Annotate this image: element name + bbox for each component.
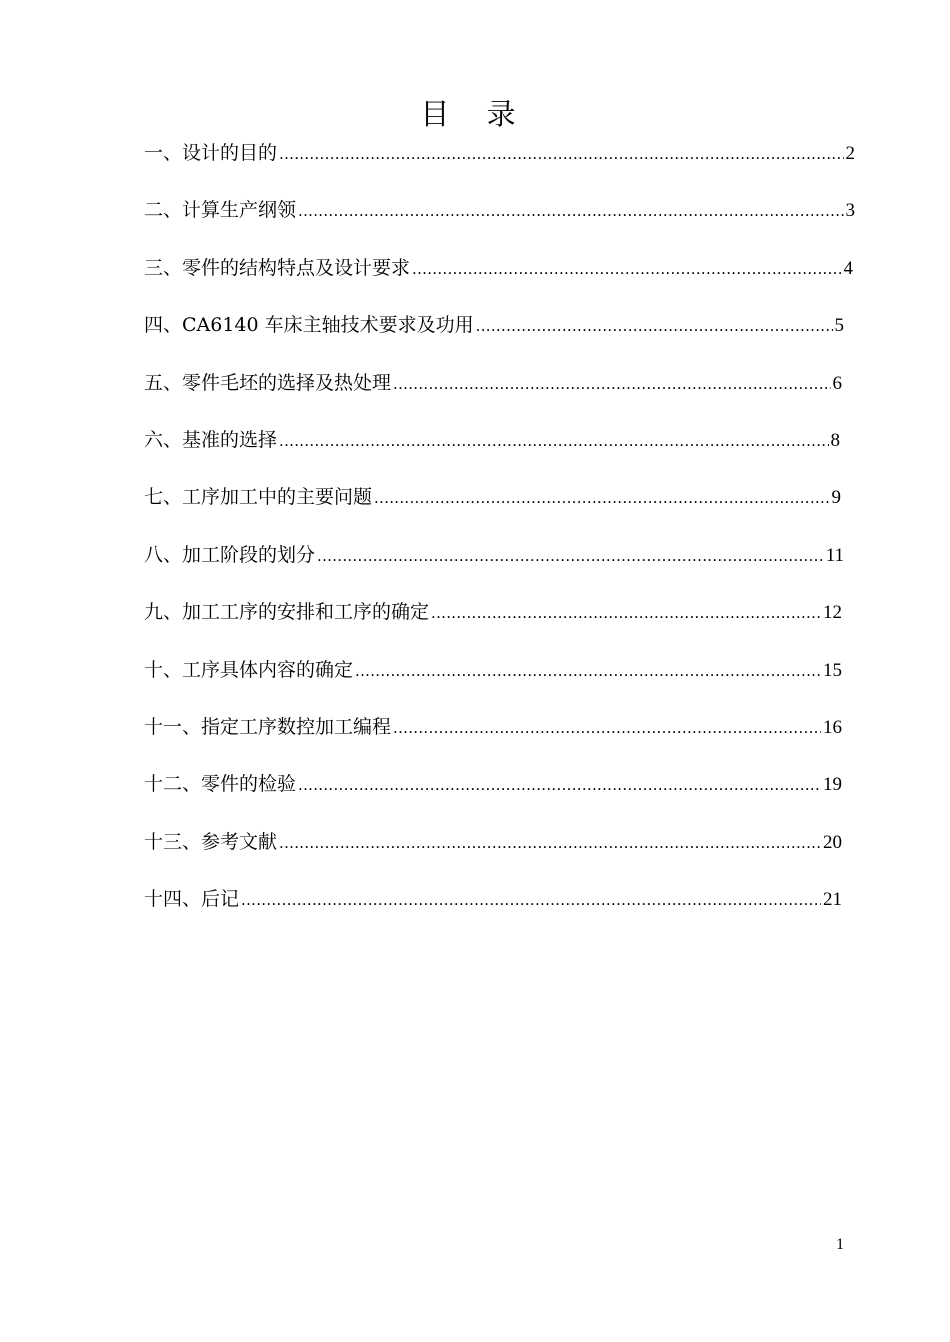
toc-entry-page: 5 bbox=[834, 315, 844, 337]
toc-leader-dots bbox=[431, 594, 821, 632]
toc-entry-label: 九、加工工序的安排和工序的确定 bbox=[144, 601, 430, 624]
toc-entry-8[interactable] bbox=[144, 536, 844, 593]
toc-entry-label: 八、加工阶段的划分 bbox=[144, 543, 316, 566]
toc-entry-4[interactable] bbox=[144, 306, 844, 363]
toc-leader-dots bbox=[241, 881, 821, 919]
toc-title: 目 录 bbox=[420, 97, 530, 131]
toc-leader-dots bbox=[412, 250, 841, 288]
toc-entry-9[interactable] bbox=[144, 593, 842, 650]
toc-entry-page: 3 bbox=[845, 200, 855, 222]
toc-entry-7[interactable] bbox=[144, 478, 841, 535]
toc-entry-label: 四、CA6140 车床主轴技术要求及功用 bbox=[144, 314, 474, 337]
toc-entry-label: 十三、参考文献 bbox=[144, 830, 278, 853]
toc-entry-page: 12 bbox=[823, 602, 842, 624]
toc-entry-label: 十二、零件的检验 bbox=[144, 773, 297, 796]
toc-leader-dots bbox=[393, 709, 821, 747]
toc-entry-page: 11 bbox=[825, 544, 844, 566]
toc-entry-label: 二、计算生产纲领 bbox=[144, 199, 297, 222]
toc-leader-dots bbox=[374, 479, 829, 517]
toc-entry-14[interactable] bbox=[144, 880, 842, 937]
toc-leader-dots bbox=[355, 652, 821, 690]
toc-leader-dots bbox=[476, 307, 833, 345]
toc-entry-10[interactable] bbox=[144, 651, 842, 708]
toc-entry-label: 五、零件毛坯的选择及热处理 bbox=[144, 371, 392, 394]
toc-entry-label: 六、基准的选择 bbox=[144, 428, 278, 451]
toc-leader-dots bbox=[279, 135, 843, 173]
toc-entry-11[interactable] bbox=[144, 708, 842, 765]
toc-leader-dots bbox=[298, 766, 821, 804]
toc-entry-label: 三、零件的结构特点及设计要求 bbox=[144, 256, 411, 279]
toc-entry-page: 8 bbox=[830, 429, 840, 451]
toc-entry-label: 十、工序具体内容的确定 bbox=[144, 658, 354, 681]
toc-leader-dots bbox=[317, 537, 824, 575]
toc-leader-dots bbox=[298, 192, 843, 230]
toc-entry-page: 19 bbox=[823, 774, 842, 796]
toc-entry-3[interactable] bbox=[144, 249, 853, 306]
toc-entry-1[interactable] bbox=[144, 134, 855, 191]
toc-leader-dots bbox=[279, 824, 821, 862]
toc-entry-page: 9 bbox=[831, 487, 841, 509]
page-number: 1 bbox=[836, 1236, 844, 1253]
toc-entry-5[interactable] bbox=[144, 364, 842, 421]
toc-entry-label: 七、工序加工中的主要问题 bbox=[144, 486, 373, 509]
toc-entry-12[interactable] bbox=[144, 765, 842, 822]
toc-entry-13[interactable] bbox=[144, 823, 842, 880]
toc-entry-page: 15 bbox=[823, 659, 842, 681]
toc-entry-page: 2 bbox=[845, 143, 855, 164]
toc-entry-page: 16 bbox=[823, 716, 842, 738]
toc-leader-dots bbox=[279, 422, 828, 460]
toc-entry-2[interactable] bbox=[144, 191, 855, 248]
toc-entry-label: 十四、后记 bbox=[144, 888, 240, 911]
toc-entry-page: 4 bbox=[843, 257, 853, 279]
toc-entry-page: 20 bbox=[823, 831, 842, 853]
toc-leader-dots bbox=[393, 365, 830, 403]
toc-entry-label: 一、设计的目的 bbox=[144, 142, 278, 164]
toc-entry-page: 6 bbox=[832, 372, 842, 394]
toc-entry-page: 21 bbox=[823, 889, 842, 911]
toc-list bbox=[144, 134, 855, 937]
toc-entry-label: 十一、指定工序数控加工编程 bbox=[144, 715, 392, 738]
toc-entry-6[interactable] bbox=[144, 421, 840, 478]
